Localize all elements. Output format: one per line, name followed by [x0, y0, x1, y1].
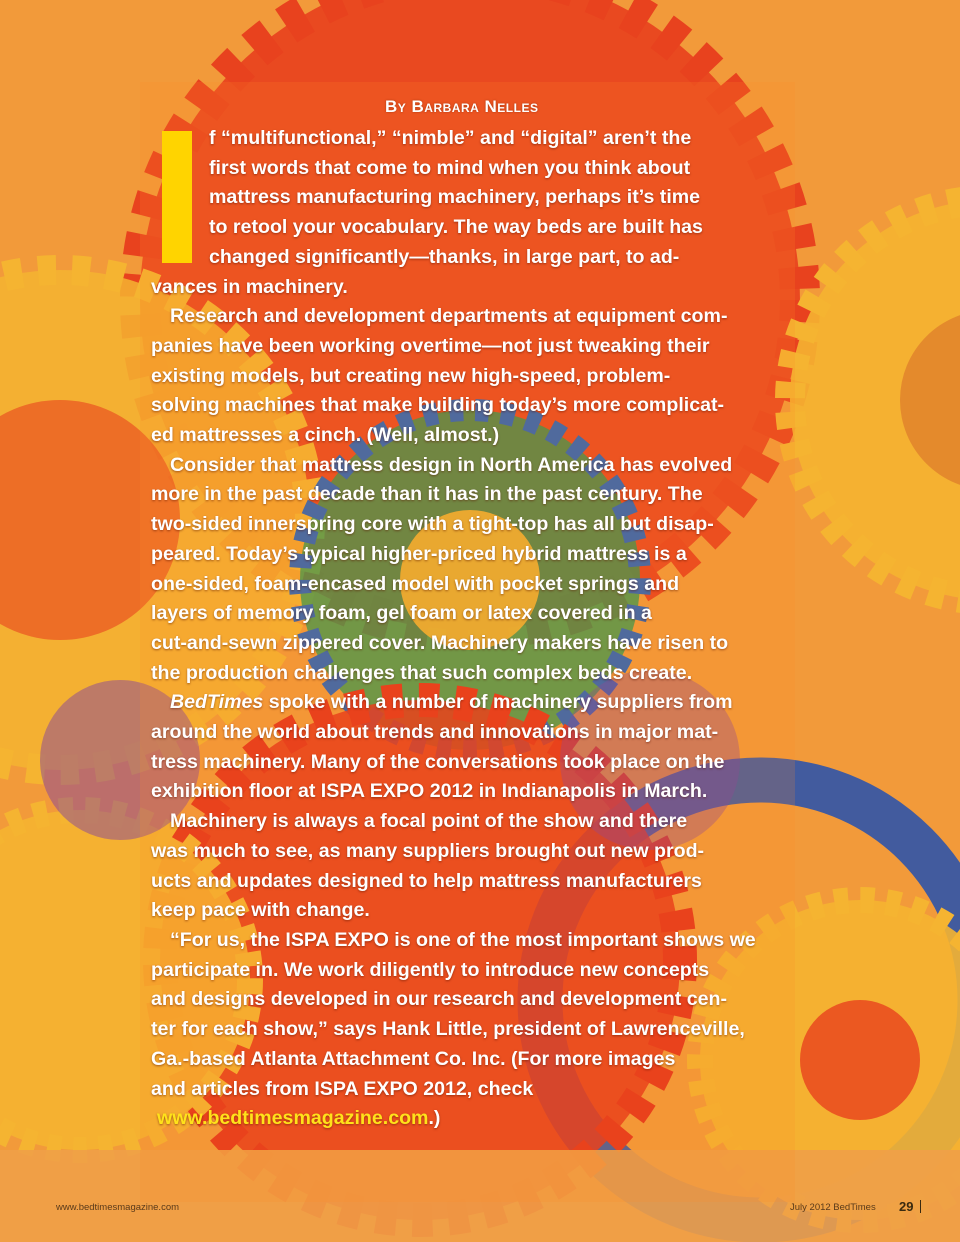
body-line: first words that come to mind when you think about — [209, 156, 691, 179]
body-line: vances in machinery. — [151, 275, 348, 298]
body-line: changed significantly—thanks, in large part, to ad- — [209, 245, 680, 268]
magazine-name: BedTimes — [170, 691, 264, 714]
body-line: solving machines that make building today’s more complicat- — [151, 394, 725, 417]
body-line: Machinery is always a focal point of the show and there — [170, 810, 688, 833]
link-suffix: .) — [428, 1107, 441, 1130]
body-line: “For us, the ISPA EXPO is one of the most important shows we — [170, 928, 756, 951]
body-line: peared. Today’s typical higher-priced hybrid mattress is a — [151, 542, 687, 565]
body-line: one-sided, foam-encased model with pocket springs and — [151, 572, 680, 595]
body-line: to retool your vocabulary. The way beds are built has — [209, 216, 703, 239]
body-line: ucts and updates designed to help mattress manufacturers — [151, 869, 702, 892]
body-line: participate in. We work diligently to introduce new concepts — [151, 958, 710, 981]
body-line: Research and development departments at equipment com- — [170, 305, 728, 328]
body-line: existing models, but creating new high-speed, problem- — [151, 364, 671, 387]
body-line — [151, 688, 791, 718]
footer-website: www.bedtimesmagazine.com — [56, 1202, 180, 1213]
body-line: panies have been working overtime—not just tweaking their — [151, 334, 710, 357]
body-line: and articles from ISPA EXPO 2012, check — [151, 1077, 534, 1100]
body-line: exhibition floor at ISPA EXPO 2012 in Indianapolis in March. — [151, 780, 708, 803]
body-line: more in the past decade than it has in the past century. The — [151, 483, 703, 506]
body-line: mattress manufacturing machinery, perhaps it’s time — [209, 186, 701, 209]
body-line: and designs developed in our research and development cen- — [151, 988, 727, 1011]
body-line: the production challenges that such complex beds create. — [151, 661, 693, 684]
article-body — [151, 124, 791, 1134]
body-line — [151, 1104, 791, 1134]
body-line: layers of memory foam, gel foam or latex covered in a — [151, 602, 652, 625]
body-line: tress machinery. Many of the conversations took place on the — [151, 750, 725, 773]
website-link[interactable]: www.bedtimesmagazine.com — [157, 1107, 429, 1130]
body-line: ed mattresses a cinch. (Well, almost.) — [151, 424, 500, 447]
body-line: around the world about trends and innovations in major mat- — [151, 721, 719, 744]
page-number-divider — [920, 1200, 921, 1213]
footer-issue: July 2012 BedTimes — [790, 1202, 876, 1213]
body-line: two-sided innerspring core with a tight-top has all but disap- — [151, 513, 714, 536]
body-line: Ga.-based Atlanta Attachment Co. Inc. (For more images — [151, 1047, 676, 1070]
body-line: Consider that mattress design in North America has evolved — [170, 453, 733, 476]
body-line: ter for each show,” says Hank Little, president of Lawrenceville, — [151, 1018, 745, 1041]
page-number: 29 — [899, 1199, 914, 1214]
body-line: was much to see, as many suppliers brought out new prod- — [151, 839, 705, 862]
body-line-rest: spoke with a number of machinery suppliers from — [268, 691, 733, 714]
article-byline: By Barbara Nelles — [385, 97, 539, 116]
body-line: f “multifunctional,” “nimble” and “digital” aren’t the — [209, 127, 692, 149]
body-line: cut-and-sewn zippered cover. Machinery makers have risen to — [151, 631, 729, 654]
body-line: keep pace with change. — [151, 899, 370, 922]
